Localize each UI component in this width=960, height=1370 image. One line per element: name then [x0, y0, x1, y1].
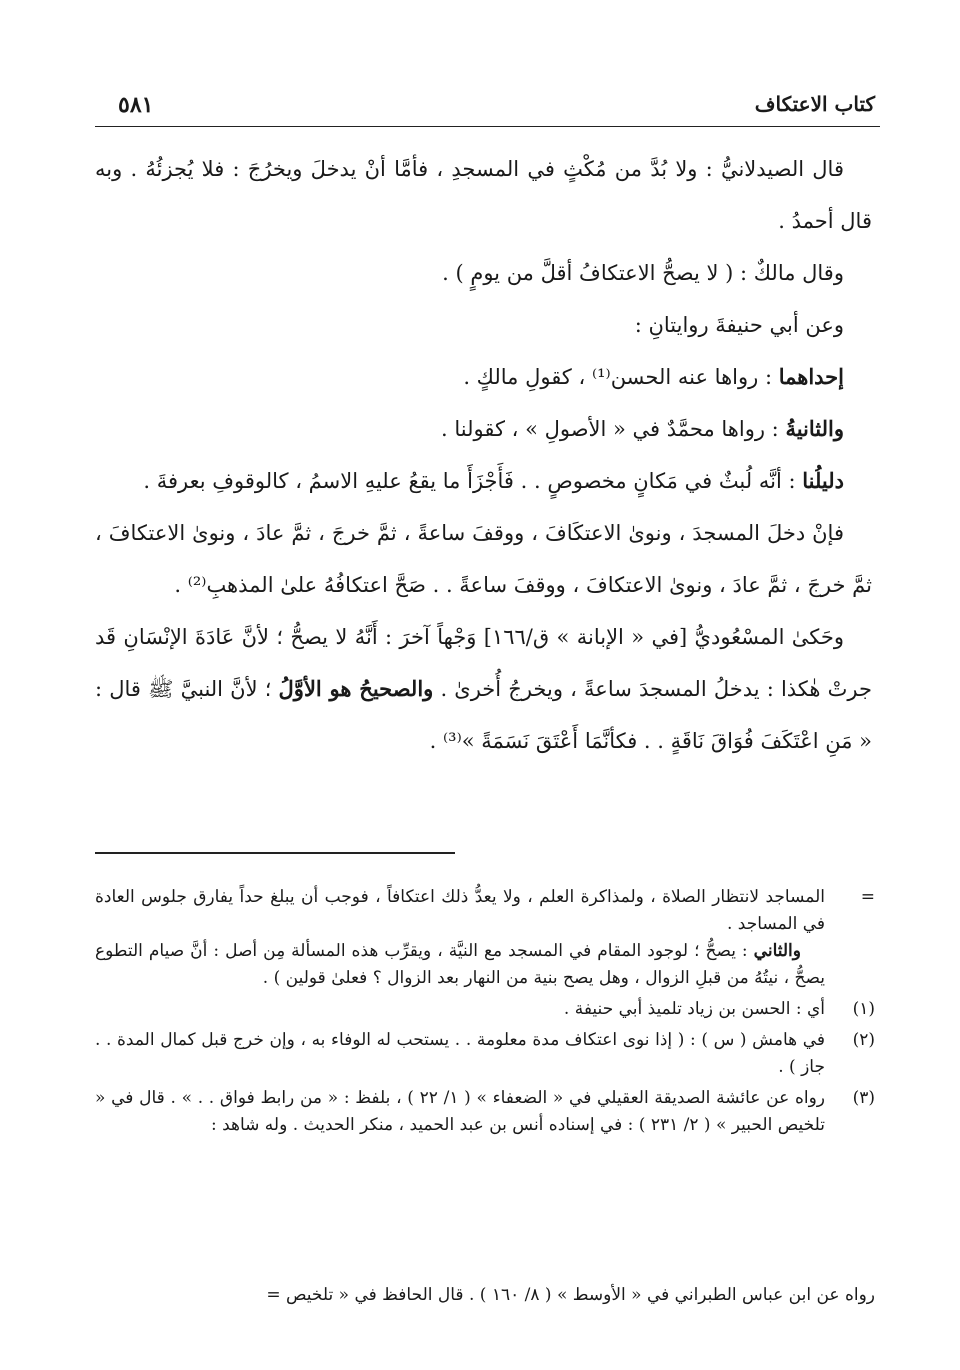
footnote-2	[95, 1027, 875, 1081]
page-number: ٥٨١	[118, 92, 154, 118]
paragraph-evidence	[95, 455, 872, 507]
header-rule	[95, 126, 880, 127]
footnote-number: (٣)	[852, 1088, 875, 1108]
footnote-second-opinion	[95, 938, 825, 992]
footnote-number: (٢)	[852, 1030, 875, 1050]
paragraph-saydalani: قال الصيدلانيُّ : ولا بُدَّ من مُكْثٍ في المسجدِ ، فأمَّا أنْ يدخلَ ويخرُجَ : فلا يُجزئُهُ . وبه قال أحمدُ .	[95, 157, 872, 233]
paragraph-second-narration	[95, 403, 872, 455]
footnote-continuation	[95, 884, 875, 992]
term-thaniya: والثانيةُ	[785, 416, 844, 441]
main-text	[95, 143, 872, 767]
evidence-text: : أنَّه لُبثٌ في مَكانٍ مخصوصٍ . . فَأَجْزَأَ ما يقعُ عليهِ الاسمُ ، كالوقوفِ بعرفةَ .	[143, 469, 803, 493]
second-narration-text: : رواها محمَّدٌ في « الأصولِ » ، كقولنا .	[441, 417, 786, 441]
page-header	[118, 92, 875, 128]
masudi-text-b: ؛ لأنَّ النبيَّ ﷺ قال : « مَنِ اعْتَكَفَ فُوَاقَ نَاقَةٍ . . فكأنَّمَا أَعْتَقَ نَسَمَةً »⁽³⁾ .	[95, 677, 872, 753]
first-narration-text: : رواها عنه الحسن⁽¹⁾ ، كقولِ مالكٍ .	[463, 365, 779, 389]
footnote-text: في هامش ( س ) : ( إذا نوى اعتكاف مدة معلومة . . يستحب له الوفاء به ، وإن خرج قبل كمال المدة . . جاز ) .	[95, 1030, 825, 1077]
paragraph-masudi	[95, 611, 872, 767]
term-dalilna: دليلُنا	[802, 468, 844, 493]
paragraph-abu-hanifa: وعن أبي حنيفةَ روايتانِ :	[634, 313, 844, 337]
term-ihdahuma: إحداهما	[778, 364, 844, 389]
footnotes	[95, 884, 875, 1143]
term-thani: والثاني	[753, 941, 801, 961]
paragraph-malik: وقال مالكٌ : ( لا يصحُّ الاعتكافُ أقلَّ من يومٍ ) .	[442, 261, 844, 285]
footnote-tail: رواه عن ابن عباس الطبراني في « الأوسط » ( ٨/ ١٦٠ ) . قال الحافظ في « تلخيص =	[266, 1285, 875, 1305]
footnote-text: رواه عن عائشة الصديقة العقيلي في « الضعفاء » ( ١/ ٢٢ ) ، بلفظ : « من رابط فواق . . » . قال في « تلخيص الحبير » ( ٢/ ٢٣١ ) : في إسناده أنس بن عبد الحميد ، منكر الحديث . وله شاهد :	[95, 1088, 825, 1135]
footnote-number: (١)	[852, 999, 875, 1019]
second-opinion-text: : يصحُّ ؛ لوجود المقام في المسجد مع النيَّة ، ويقرِّب هذه المسألة مِن أصل : أنَّ صيام التطوع يصحُّ ، نيتُهُ من قبلِ الزوال ، وهل يصح بنية من النهار بعد الزوال ؟ فعلىٰ قولين ) .	[95, 941, 825, 988]
chapter-title: كتاب الاعتكاف	[754, 92, 875, 116]
paragraph-first-narration	[95, 351, 872, 403]
paragraph-entering-mosque: فإنْ دخلَ المسجدَ ، ونوىٰ الاعتكَافَ ، ووقفَ ساعةً ، ثمَّ خرجَ ، ثمَّ عادَ ، ونوىٰ الاعتكافَ ، ثمَّ خرجَ ، ثمَّ عادَ ، ونوىٰ الاعتكافَ ، ووقفَ ساعةً . . صَحَّ اعتكافُهُ علىٰ المذهبِ⁽²⁾ .	[95, 521, 872, 597]
footnote-text: أي : الحسن بن زياد تلميذ أبي حنيفة .	[563, 999, 825, 1019]
term-sahih: والصحيحُ هو الأوَّلُ	[278, 676, 434, 701]
continuation-marker: =	[860, 887, 875, 907]
continuation-text: المساجد لانتظار الصلاة ، ولمذاكرة العلم ، ولا يعدُّ ذلك اعتكافاً ، فوجب أن يبلغ حداً يفارق جلوس العادة في المساجد .	[95, 887, 825, 934]
footnote-rule	[95, 852, 455, 854]
footnote-3	[95, 1085, 875, 1139]
masudi-text-a: وحَكىٰ المسْعُوديُّ [في « الإبانة » ق/١٦٦] وَجْهاً آخرَ : أَنَّهُ لا يصحُّ ؛ لأنَّ عَادَةَ الإنْسَانِ قَد جرتْ هٰكذا : يدخلُ المسجدَ ساعةً ، ويخرجُ أُخرىٰ .	[95, 625, 872, 701]
footnote-1	[95, 996, 875, 1023]
